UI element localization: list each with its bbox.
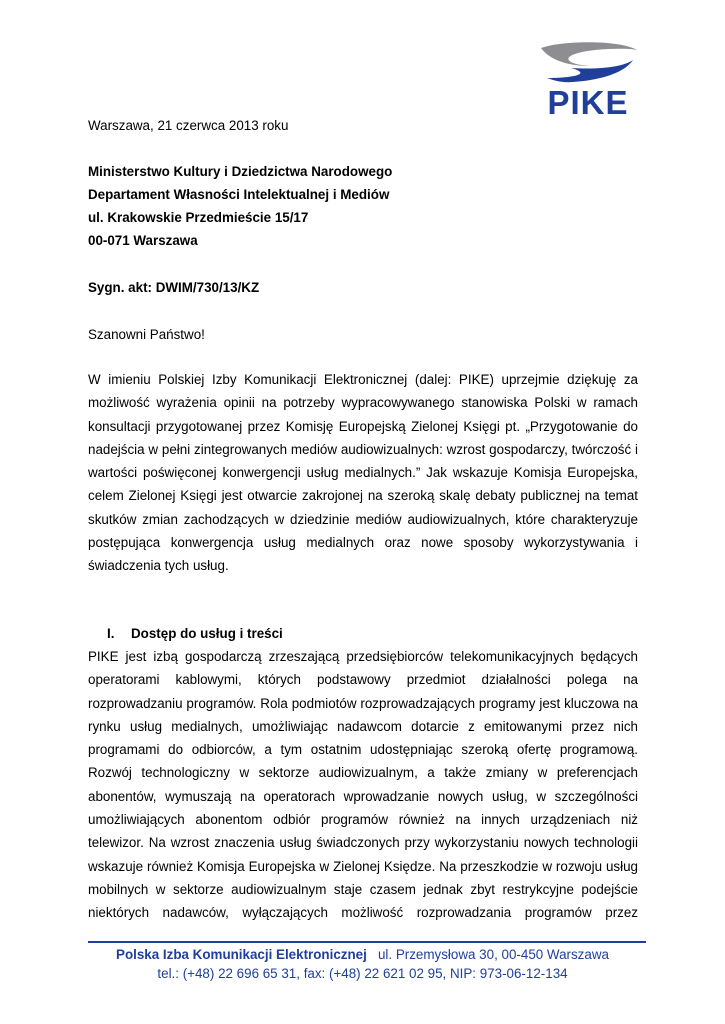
recipient-line-1: Ministerstwo Kultury i Dziedzictwa Narodowego [88,164,393,179]
paragraph-line: operatorami kablowymi, których podstawowy przedmiot działalności polega na [88,672,638,688]
section-heading [107,626,283,641]
footer-divider [88,941,646,943]
paragraph-line: mobilnych w sektorze audiowizualnym staje czasem jednak zbyt restrykcyjne podejście [88,881,638,897]
paragraph-line: postępująca konwergencja usług medialnych oraz nowe sposoby wykorzystywania i [88,535,638,551]
paragraph-line: możliwość wyrażenia opinii na potrzeby wypracowywanego stanowiska Polski w ramach [88,395,638,411]
paragraph-line: W imieniu Polskiej Izby Komunikacji Elektronicznej (dalej: PIKE) uprzejmie dziękuję za [88,372,638,387]
paragraph-line: celem Zielonej Księgi jest otwarcie zakrojonej na szeroką skalę debaty publicznej na temat [88,488,638,504]
swoosh-icon [533,42,643,86]
footer-line-1 [0,947,725,962]
recipient-line-4: 00-071 Warszawa [88,233,198,248]
letter-date: Warszawa, 21 czerwca 2013 roku [88,118,289,133]
salutation: Szanowni Państwo! [88,327,205,342]
paragraph-line: wskazuje również Komisja Europejska w Zielonej Księdze. Na przeszkodzie w rozwoju usług [88,858,638,874]
intro-paragraph [88,368,638,578]
paragraph-line: świadczenia tych usług. [88,558,229,574]
section-number: I. [107,626,115,641]
logo-text: PIKE [547,84,629,121]
footer-address: ul. Przemysłowa 30, 00-450 Warszawa [377,947,609,962]
paragraph-line: konsultacji przygotowanej przez Komisję Europejską Zielonej Księgi pt. „Przygotowanie do [88,418,638,434]
body-paragraph [88,645,638,925]
case-reference: Sygn. akt: DWIM/730/13/KZ [88,280,260,295]
paragraph-line: programami do odbiorców, a tym ostatnim udostępniając szeroką ofertę programową. [88,742,638,758]
paragraph-line: skutków zmian zachodzących w dziedzinie mediów audiowizualnych, które charakteryzuje [88,511,638,527]
paragraph-line: nadejścia w pełni zintegrowanych mediów audiowizualnych: wzrost gospodarczy, twórczość i [88,441,638,457]
paragraph-line: PIKE jest izbą gospodarczą zrzeszającą przedsiębiorców telekomunikacyjnych będących [88,649,638,664]
paragraph-line: wartości poświęconej konwergencji usług medialnych.” Jak wskazuje Komisja Europejska, [88,465,638,481]
paragraph-line: umożliwiających abonentom odbiór programów również na innych urządzeniach niż [88,812,638,828]
paragraph-line: rynku usług medialnych, umożliwiając nadawcom dotarcie z emitowanymi przez nich [88,718,638,734]
paragraph-line: niektórych nadawców, wyłączających możliwość rozprowadzania programów przez [88,905,638,921]
paragraph-line: rozprowadzaniu programów. Rola podmiotów rozprowadzających programy jest kluczowa na [88,695,638,711]
footer-org-name: Polska Izba Komunikacji Elektronicznej [116,947,367,962]
recipient-line-2: Departament Własności Intelektualnej i Mediów [88,187,390,202]
pike-logo [533,42,643,122]
recipient-line-3: ul. Krakowskie Przedmieście 15/17 [88,210,309,225]
paragraph-line: telewizor. Na wzrost znaczenia usług świadczonych przy wykorzystaniu nowych technologii [88,835,638,851]
section-title: Dostęp do usług i treści [131,626,283,641]
paragraph-line: Rozwój technologiczny w sektorze audiowizualnym, a także zmiany w preferencjach [88,765,638,781]
paragraph-line: abonentów, wymuszają na operatorach wprowadzanie nowych usług, w szczególności [88,788,638,804]
footer-contact: tel.: (+48) 22 696 65 31, fax: (+48) 22 621 02 95, NIP: 973-06-12-134 [157,966,568,981]
